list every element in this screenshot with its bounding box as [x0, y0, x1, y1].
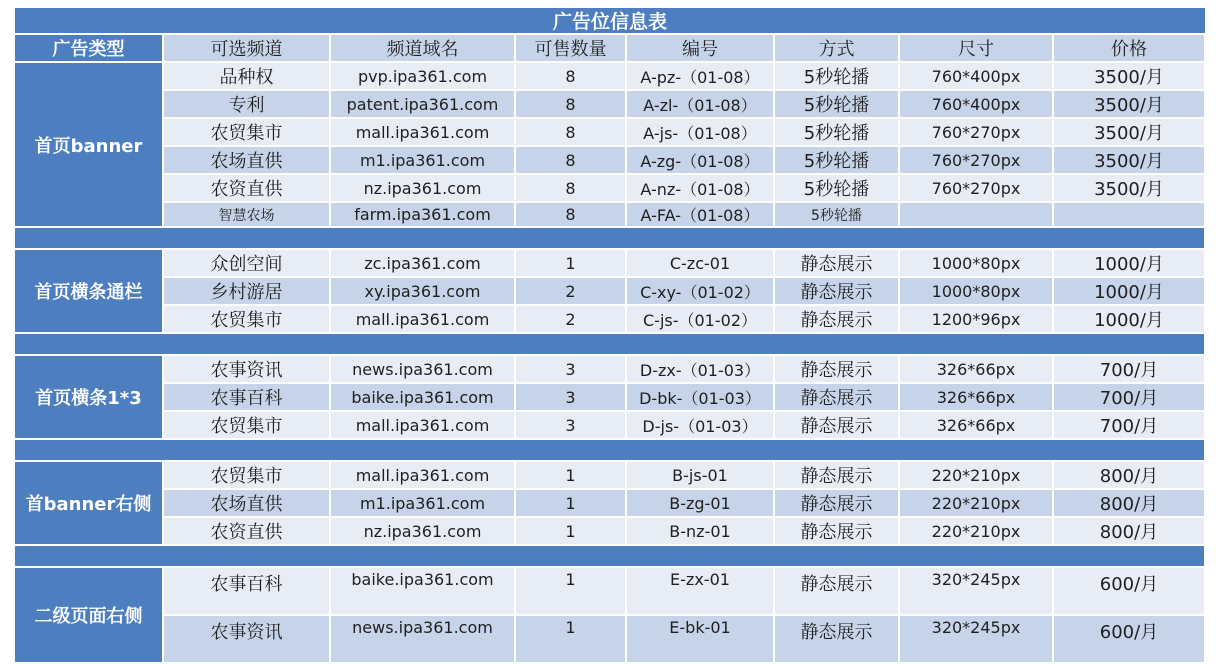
quantity-cell: 3 — [515, 383, 626, 411]
mode-cell: 5秒轮播 — [774, 62, 899, 90]
quantity-cell: 8 — [515, 62, 626, 90]
table-row — [15, 517, 1205, 545]
mode-cell: 静态展示 — [774, 517, 899, 545]
quantity-cell: 8 — [515, 118, 626, 146]
ad-type-cell: 首页横条1*3 — [15, 355, 163, 439]
price-cell: 700/月 — [1053, 411, 1205, 439]
header-channel: 可选频道 — [163, 35, 330, 62]
code-cell: B-zg-01 — [626, 489, 774, 517]
table-row — [15, 277, 1205, 305]
code-cell: B-nz-01 — [626, 517, 774, 545]
price-cell: 1000/月 — [1053, 249, 1205, 277]
mode-cell: 5秒轮播 — [774, 174, 899, 202]
price-cell: 800/月 — [1053, 517, 1205, 545]
ad-type-cell: 二级页面右侧 — [15, 567, 163, 663]
size-cell: 1000*80px — [899, 249, 1053, 277]
domain-cell: zc.ipa361.com — [330, 249, 515, 277]
domain-cell: xy.ipa361.com — [330, 277, 515, 305]
mode-cell: 静态展示 — [774, 277, 899, 305]
price-cell — [1053, 202, 1205, 227]
size-cell: 1200*96px — [899, 305, 1053, 333]
channel-cell: 农贸集市 — [163, 461, 330, 489]
size-cell: 760*270px — [899, 118, 1053, 146]
price-cell: 3500/月 — [1053, 174, 1205, 202]
header-domain: 频道域名 — [330, 35, 515, 62]
domain-cell: baike.ipa361.com — [330, 383, 515, 411]
channel-cell: 农贸集市 — [163, 411, 330, 439]
table-row — [15, 489, 1205, 517]
domain-cell: nz.ipa361.com — [330, 517, 515, 545]
channel-cell: 农事资讯 — [163, 355, 330, 383]
quantity-cell: 1 — [515, 615, 626, 663]
code-cell: D-zx-（01-03） — [626, 355, 774, 383]
domain-cell: m1.ipa361.com — [330, 489, 515, 517]
table-row — [15, 567, 1205, 615]
quantity-cell: 1 — [515, 461, 626, 489]
header-quantity: 可售数量 — [515, 35, 626, 62]
price-cell: 600/月 — [1053, 567, 1205, 615]
channel-cell: 农事资讯 — [163, 615, 330, 663]
ad-slot-sheet — [15, 8, 1205, 664]
price-cell: 800/月 — [1053, 461, 1205, 489]
domain-cell: news.ipa361.com — [330, 355, 515, 383]
table-row — [15, 174, 1205, 202]
price-cell: 600/月 — [1053, 615, 1205, 663]
channel-cell: 专利 — [163, 90, 330, 118]
domain-cell: nz.ipa361.com — [330, 174, 515, 202]
ad-type-cell: 首banner右侧 — [15, 461, 163, 545]
ad-type-cell: 首页横条通栏 — [15, 249, 163, 333]
mode-cell: 静态展示 — [774, 249, 899, 277]
header-row — [15, 35, 1205, 62]
quantity-cell: 1 — [515, 489, 626, 517]
price-cell: 3500/月 — [1053, 62, 1205, 90]
code-cell: E-bk-01 — [626, 615, 774, 663]
price-cell: 3500/月 — [1053, 118, 1205, 146]
mode-cell: 静态展示 — [774, 567, 899, 615]
size-cell: 760*400px — [899, 90, 1053, 118]
group-separator-cell — [15, 227, 1205, 249]
table-row — [15, 249, 1205, 277]
price-cell: 3500/月 — [1053, 146, 1205, 174]
size-cell: 326*66px — [899, 383, 1053, 411]
price-cell: 3500/月 — [1053, 90, 1205, 118]
quantity-cell: 2 — [515, 277, 626, 305]
table-row — [15, 383, 1205, 411]
channel-cell: 农事百科 — [163, 383, 330, 411]
domain-cell: patent.ipa361.com — [330, 90, 515, 118]
ad-type-cell: 首页banner — [15, 62, 163, 227]
size-cell: 220*210px — [899, 489, 1053, 517]
domain-cell: mall.ipa361.com — [330, 461, 515, 489]
group-separator — [15, 439, 1205, 461]
channel-cell: 农贸集市 — [163, 118, 330, 146]
channel-cell: 农事百科 — [163, 567, 330, 615]
size-cell — [899, 202, 1053, 227]
mode-cell: 静态展示 — [774, 383, 899, 411]
price-cell: 1000/月 — [1053, 277, 1205, 305]
header-size: 尺寸 — [899, 35, 1053, 62]
size-cell: 760*270px — [899, 146, 1053, 174]
table-row — [15, 62, 1205, 90]
channel-cell: 乡村游居 — [163, 277, 330, 305]
domain-cell: m1.ipa361.com — [330, 146, 515, 174]
table-row — [15, 146, 1205, 174]
header-code: 编号 — [626, 35, 774, 62]
domain-cell: mall.ipa361.com — [330, 118, 515, 146]
table-row — [15, 90, 1205, 118]
mode-cell: 静态展示 — [774, 411, 899, 439]
mode-cell: 静态展示 — [774, 461, 899, 489]
code-cell: A-zg-（01-08） — [626, 146, 774, 174]
size-cell: 326*66px — [899, 411, 1053, 439]
code-cell: A-js-（01-08） — [626, 118, 774, 146]
code-cell: C-js-（01-02） — [626, 305, 774, 333]
code-cell: E-zx-01 — [626, 567, 774, 615]
domain-cell: mall.ipa361.com — [330, 411, 515, 439]
size-cell: 326*66px — [899, 355, 1053, 383]
channel-cell: 众创空间 — [163, 249, 330, 277]
size-cell: 1000*80px — [899, 277, 1053, 305]
quantity-cell: 3 — [515, 355, 626, 383]
quantity-cell: 8 — [515, 146, 626, 174]
quantity-cell: 1 — [515, 567, 626, 615]
quantity-cell: 8 — [515, 174, 626, 202]
group-separator-cell — [15, 333, 1205, 355]
size-cell: 320*245px — [899, 615, 1053, 663]
table-row — [15, 202, 1205, 227]
channel-cell: 智慧农场 — [163, 202, 330, 227]
quantity-cell: 8 — [515, 90, 626, 118]
domain-cell: news.ipa361.com — [330, 615, 515, 663]
quantity-cell: 1 — [515, 517, 626, 545]
table-row — [15, 118, 1205, 146]
header-price: 价格 — [1053, 35, 1205, 62]
mode-cell: 静态展示 — [774, 489, 899, 517]
price-cell: 700/月 — [1053, 383, 1205, 411]
group-separator — [15, 545, 1205, 567]
channel-cell: 农场直供 — [163, 489, 330, 517]
table-body — [15, 62, 1205, 663]
table-row — [15, 615, 1205, 663]
mode-cell: 5秒轮播 — [774, 90, 899, 118]
price-cell: 1000/月 — [1053, 305, 1205, 333]
header-ad-type: 广告类型 — [15, 35, 163, 62]
code-cell: C-zc-01 — [626, 249, 774, 277]
code-cell: A-zl-（01-08） — [626, 90, 774, 118]
code-cell: D-js-（01-03） — [626, 411, 774, 439]
channel-cell: 农资直供 — [163, 174, 330, 202]
quantity-cell: 1 — [515, 249, 626, 277]
quantity-cell: 8 — [515, 202, 626, 227]
size-cell: 760*270px — [899, 174, 1053, 202]
table-row — [15, 305, 1205, 333]
mode-cell: 静态展示 — [774, 615, 899, 663]
domain-cell: pvp.ipa361.com — [330, 62, 515, 90]
mode-cell: 5秒轮播 — [774, 202, 899, 227]
group-separator — [15, 227, 1205, 249]
channel-cell: 农贸集市 — [163, 305, 330, 333]
domain-cell: mall.ipa361.com — [330, 305, 515, 333]
table-row — [15, 411, 1205, 439]
code-cell: A-FA-（01-08） — [626, 202, 774, 227]
code-cell: D-bk-（01-03） — [626, 383, 774, 411]
domain-cell: baike.ipa361.com — [330, 567, 515, 615]
group-separator-cell — [15, 545, 1205, 567]
size-cell: 760*400px — [899, 62, 1053, 90]
channel-cell: 农资直供 — [163, 517, 330, 545]
mode-cell: 静态展示 — [774, 305, 899, 333]
group-separator — [15, 333, 1205, 355]
code-cell: C-xy-（01-02） — [626, 277, 774, 305]
quantity-cell: 2 — [515, 305, 626, 333]
table-row — [15, 461, 1205, 489]
channel-cell: 品种权 — [163, 62, 330, 90]
domain-cell: farm.ipa361.com — [330, 202, 515, 227]
ad-slot-table — [15, 35, 1206, 664]
code-cell: A-nz-（01-08） — [626, 174, 774, 202]
sheet-title: 广告位信息表 — [15, 8, 1205, 35]
mode-cell: 静态展示 — [774, 355, 899, 383]
code-cell: A-pz-（01-08） — [626, 62, 774, 90]
size-cell: 220*210px — [899, 517, 1053, 545]
code-cell: B-js-01 — [626, 461, 774, 489]
group-separator-cell — [15, 439, 1205, 461]
size-cell: 320*245px — [899, 567, 1053, 615]
mode-cell: 5秒轮播 — [774, 146, 899, 174]
quantity-cell: 3 — [515, 411, 626, 439]
channel-cell: 农场直供 — [163, 146, 330, 174]
price-cell: 700/月 — [1053, 355, 1205, 383]
size-cell: 220*210px — [899, 461, 1053, 489]
price-cell: 800/月 — [1053, 489, 1205, 517]
header-mode: 方式 — [774, 35, 899, 62]
mode-cell: 5秒轮播 — [774, 118, 899, 146]
table-row — [15, 355, 1205, 383]
